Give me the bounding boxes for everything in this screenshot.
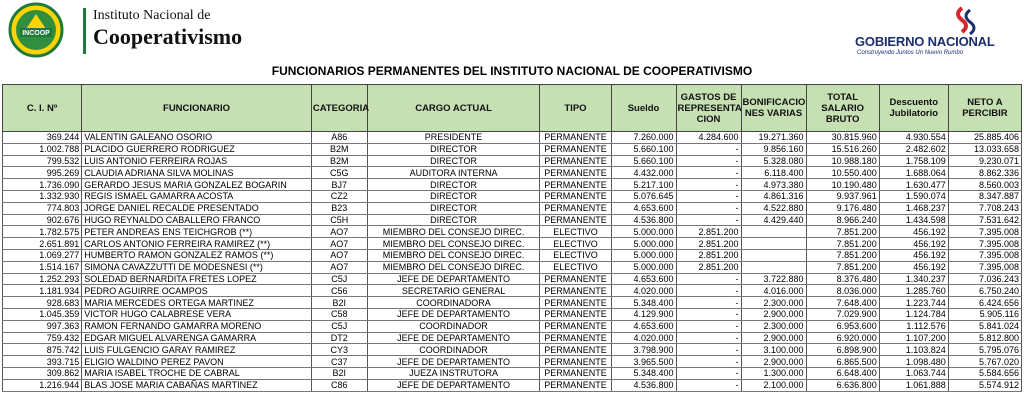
table-cell: 7.648.400 [806, 297, 879, 309]
table-cell: C5G [311, 167, 367, 179]
table-cell: 5.000.000 [611, 226, 676, 238]
table-cell: - [676, 320, 741, 332]
table-cell: 9.230.071 [948, 155, 1021, 167]
table-cell: 4.432.000 [611, 167, 676, 179]
table-row [3, 273, 1022, 285]
table-row [3, 190, 1022, 202]
table-cell: B2M [311, 143, 367, 155]
table-cell: 8.376.480 [806, 273, 879, 285]
table-header-row [3, 85, 1022, 132]
table-cell: PERMANENTE [540, 143, 611, 155]
table-cell: 4.536.800 [611, 379, 676, 391]
table-cell: 1.590.074 [879, 190, 948, 202]
table-cell: 4.522.880 [741, 202, 806, 214]
table-cell: DIRECTOR [367, 202, 540, 214]
table-cell: - [676, 308, 741, 320]
table-cell: - [676, 285, 741, 297]
table-cell: PERMANENTE [540, 273, 611, 285]
table-body [3, 132, 1022, 392]
table-cell: B2I [311, 367, 367, 379]
table-cell: 759.432 [3, 332, 82, 344]
table-cell: 456.192 [879, 238, 948, 250]
table-cell: 1.688.064 [879, 167, 948, 179]
table-cell: PERMANENTE [540, 320, 611, 332]
table-cell: 5.217.100 [611, 179, 676, 191]
table-cell: ELECTIVO [540, 238, 611, 250]
table-cell: 4.429.440 [741, 214, 806, 226]
table-cell: - [676, 367, 741, 379]
table-cell: 995.269 [3, 167, 82, 179]
header-divider [83, 8, 86, 54]
table-cell: PERMANENTE [540, 379, 611, 391]
table-cell: - [676, 179, 741, 191]
table-cell: 1.514.167 [3, 261, 82, 273]
table-cell: MARIA ISABEL TROCHE DE CABRAL [82, 367, 312, 379]
table-cell: 4.016.000 [741, 285, 806, 297]
table-cell: 3.798.900 [611, 344, 676, 356]
table-cell: 4.861.316 [741, 190, 806, 202]
table-cell: 6.920.000 [806, 332, 879, 344]
table-cell: 5.000.000 [611, 261, 676, 273]
table-cell: 902.676 [3, 214, 82, 226]
column-header: TIPO [540, 85, 611, 132]
table-cell: A86 [311, 132, 367, 144]
table-cell: C86 [311, 379, 367, 391]
incoop-logo [8, 2, 64, 58]
table-cell: PERMANENTE [540, 332, 611, 344]
table-cell: 4.653.600 [611, 320, 676, 332]
table-cell: SECRETARIO GENERAL [367, 285, 540, 297]
table-cell: 4.020.000 [611, 285, 676, 297]
table-cell: PERMANENTE [540, 308, 611, 320]
column-header: BONIFICACIO NES VARIAS [741, 85, 806, 132]
table-cell: REGIS ISMAEL GAMARRA ACOSTA [82, 190, 312, 202]
table-cell: AO7 [311, 238, 367, 250]
table-cell: B23 [311, 202, 367, 214]
table-cell: 8.036.000 [806, 285, 879, 297]
column-header: TOTAL SALARIO BRUTO [806, 85, 879, 132]
table-cell: 1.300.000 [741, 367, 806, 379]
table-cell: PRESIDENTE [367, 132, 540, 144]
table-cell: B2M [311, 155, 367, 167]
table-cell: 5.767.020 [948, 356, 1021, 368]
gobierno-slogan: Construyendo Juntos Un Nuevo Rumbo [857, 50, 964, 56]
table-cell: 5.795.076 [948, 344, 1021, 356]
table-cell: 456.192 [879, 226, 948, 238]
table-cell: 6.118.400 [741, 167, 806, 179]
table-cell: 10.550.400 [806, 167, 879, 179]
table-cell: 1.630.477 [879, 179, 948, 191]
table-cell: VICTOR HUGO CALABRESE VERA [82, 308, 312, 320]
table-cell: MIEMBRO DEL CONSEJO DIREC. [367, 249, 540, 261]
table-cell: - [676, 356, 741, 368]
table-cell: GERARDO JESUS MARIA GONZALEZ BOGARIN [82, 179, 312, 191]
table-row [3, 238, 1022, 250]
table-cell: PERMANENTE [540, 356, 611, 368]
table-cell: 2.851.200 [676, 261, 741, 273]
table-cell: - [676, 214, 741, 226]
table-cell: 10.190.480 [806, 179, 879, 191]
table-cell: AUDITORA INTERNA [367, 167, 540, 179]
table-cell: 2.482.602 [879, 143, 948, 155]
table-cell: 6.750.240 [948, 285, 1021, 297]
table-cell: 2.900.000 [741, 332, 806, 344]
table-cell: 1.340.237 [879, 273, 948, 285]
table-cell: 5.000.000 [611, 238, 676, 250]
table-cell [741, 226, 806, 238]
table-cell: AO7 [311, 226, 367, 238]
table-cell: HUGO REYNALDO CABALLERO FRANCO [82, 214, 312, 226]
table-cell: 5.905.116 [948, 308, 1021, 320]
table-cell: PLACIDO GUERRERO RODRIGUEZ [82, 143, 312, 155]
table-cell: 1.061.888 [879, 379, 948, 391]
table-cell: PERMANENTE [540, 202, 611, 214]
table-cell: PERMANENTE [540, 190, 611, 202]
table-cell: SIMONA CAVAZZUTTI DE MODESNESI (**) [82, 261, 312, 273]
document-title: FUNCIONARIOS PERMANENTES DEL INSTITUTO NACIONAL DE COOPERATIVISMO [271, 64, 753, 78]
table-cell: 1.103.824 [879, 344, 948, 356]
table-cell: CY3 [311, 344, 367, 356]
table-cell: 7.395.008 [948, 249, 1021, 261]
table-cell: 6.865.500 [806, 356, 879, 368]
table-cell: 4.653.600 [611, 202, 676, 214]
table-cell: 1.782.575 [3, 226, 82, 238]
table-cell: 9.937.961 [806, 190, 879, 202]
table-row [3, 344, 1022, 356]
table-row [3, 285, 1022, 297]
table-cell: 10.988.180 [806, 155, 879, 167]
table-row [3, 308, 1022, 320]
table-row [3, 143, 1022, 155]
table-cell: ELECTIVO [540, 261, 611, 273]
table-cell: BLAS JOSE MARIA CABAÑAS MARTINEZ [82, 379, 312, 391]
table-cell: - [676, 167, 741, 179]
column-header: GASTOS DE REPRESENTA CION [676, 85, 741, 132]
table-cell: PETER ANDREAS ENS TEICHGROB (**) [82, 226, 312, 238]
table-row [3, 261, 1022, 273]
table-row [3, 367, 1022, 379]
table-cell: 7.851.200 [806, 238, 879, 250]
table-cell: 5.348.400 [611, 367, 676, 379]
table-cell: 2.300.000 [741, 297, 806, 309]
table-cell: C58 [311, 308, 367, 320]
table-cell: ELECTIVO [540, 226, 611, 238]
table-cell: DT2 [311, 332, 367, 344]
table-cell: 15.516.260 [806, 143, 879, 155]
table-cell: PERMANENTE [540, 132, 611, 144]
table-cell: 4.973.380 [741, 179, 806, 191]
table-cell: 7.851.200 [806, 261, 879, 273]
table-cell: 25.885.406 [948, 132, 1021, 144]
table-cell: 799.532 [3, 155, 82, 167]
table-cell: C56 [311, 285, 367, 297]
table-cell: 1.098.480 [879, 356, 948, 368]
table-cell: 1.181.934 [3, 285, 82, 297]
table-cell: 4.020.000 [611, 332, 676, 344]
table-cell: - [676, 297, 741, 309]
table-cell: 1.045.359 [3, 308, 82, 320]
table-row [3, 356, 1022, 368]
table-cell: COORDINADOR [367, 320, 540, 332]
table-cell: BJ7 [311, 179, 367, 191]
column-header: C. I. Nº [3, 85, 82, 132]
column-header: FUNCIONARIO [82, 85, 312, 132]
table-cell: ELIGIO WALDINO PEREZ PAVON [82, 356, 312, 368]
table-cell: 1.223.744 [879, 297, 948, 309]
table-cell: PERMANENTE [540, 297, 611, 309]
page-header [0, 0, 1024, 62]
table-cell: ELECTIVO [540, 249, 611, 261]
table-cell: 997.363 [3, 320, 82, 332]
table-cell: 2.851.200 [676, 249, 741, 261]
table-cell: - [676, 155, 741, 167]
table-row [3, 155, 1022, 167]
table-row [3, 214, 1022, 226]
employees-table [2, 84, 1022, 392]
table-cell: 1.216.944 [3, 379, 82, 391]
table-cell: 456.192 [879, 261, 948, 273]
table-cell: CLAUDIA ADRIANA SILVA MOLINAS [82, 167, 312, 179]
table-cell: 9.176.480 [806, 202, 879, 214]
table-cell: 2.300.000 [741, 320, 806, 332]
table-cell: JORGE DANIEL RECALDE PRESENTADO [82, 202, 312, 214]
table-cell: HUMBERTO RAMON GONZALEZ RAMOS (**) [82, 249, 312, 261]
table-cell: DIRECTOR [367, 155, 540, 167]
table-cell: 7.531.642 [948, 214, 1021, 226]
table-cell: MIEMBRO DEL CONSEJO DIREC. [367, 226, 540, 238]
column-header: Sueldo [611, 85, 676, 132]
table-cell: 30.815.960 [806, 132, 879, 144]
table-cell: 1.434.598 [879, 214, 948, 226]
table-cell: 1.736.090 [3, 179, 82, 191]
table-cell: 8.560.003 [948, 179, 1021, 191]
table-cell: 369.244 [3, 132, 82, 144]
table-cell: AO7 [311, 249, 367, 261]
table-cell: - [676, 273, 741, 285]
table-cell: 2.900.000 [741, 356, 806, 368]
table-cell: 1.069.277 [3, 249, 82, 261]
table-cell: - [676, 143, 741, 155]
table-cell: 875.742 [3, 344, 82, 356]
table-cell: - [676, 344, 741, 356]
table-cell: 8.862.336 [948, 167, 1021, 179]
table-cell: 7.708.243 [948, 202, 1021, 214]
table-cell: 4.930.554 [879, 132, 948, 144]
table-cell: 309.862 [3, 367, 82, 379]
table-cell: - [676, 379, 741, 391]
table-cell: 928.683 [3, 297, 82, 309]
table-cell: JEFE DE DEPARTAMENTO [367, 356, 540, 368]
table-cell: VALENTIN GALEANO OSORIO [82, 132, 312, 144]
table-cell: 7.851.200 [806, 226, 879, 238]
table-row [3, 249, 1022, 261]
table-cell: JEFE DE DEPARTAMENTO [367, 273, 540, 285]
table-row [3, 320, 1022, 332]
table-cell: 4.284.600 [676, 132, 741, 144]
table-cell: 1.063.744 [879, 367, 948, 379]
table-cell [741, 261, 806, 273]
table-cell: 1.112.576 [879, 320, 948, 332]
table-cell: PERMANENTE [540, 167, 611, 179]
column-header: NETO A PERCIBIR [948, 85, 1021, 132]
table-cell: C37 [311, 356, 367, 368]
institution-name-line2: Cooperativismo [93, 24, 243, 49]
table-cell: SOLEDAD BERNARDITA FRETES LOPEZ [82, 273, 312, 285]
table-cell: 9.856.160 [741, 143, 806, 155]
table-cell: 1.252.293 [3, 273, 82, 285]
table-cell: COORDINADOR [367, 344, 540, 356]
column-header: CARGO ACTUAL [367, 85, 540, 132]
table-cell: 1.468.237 [879, 202, 948, 214]
table-cell: EDGAR MIGUEL ALVARENGA GAMARRA [82, 332, 312, 344]
table-row [3, 132, 1022, 144]
table-cell: 5.841.024 [948, 320, 1021, 332]
table-row [3, 179, 1022, 191]
table-cell: 1.758.109 [879, 155, 948, 167]
table-cell: 2.651.891 [3, 238, 82, 250]
table-cell: LUIS FULGENCIO GARAY RAMIREZ [82, 344, 312, 356]
table-cell: RAMON FERNANDO GAMARRA MORENO [82, 320, 312, 332]
table-cell: 6.953.600 [806, 320, 879, 332]
table-cell: 8.966.240 [806, 214, 879, 226]
column-header: Descuento Jubilatorio [879, 85, 948, 132]
table-cell: 13.033.658 [948, 143, 1021, 155]
table-cell: 2.900.000 [741, 308, 806, 320]
logo-text: INCOOP [22, 30, 50, 37]
table-cell: COORDINADORA [367, 297, 540, 309]
table-cell: PERMANENTE [540, 214, 611, 226]
table-cell: DIRECTOR [367, 214, 540, 226]
table-cell: 393.715 [3, 356, 82, 368]
table-cell: 6.636.800 [806, 379, 879, 391]
table-cell: - [676, 202, 741, 214]
table-cell: 1.332.930 [3, 190, 82, 202]
table-cell: 5.812.800 [948, 332, 1021, 344]
table-cell: 4.129.900 [611, 308, 676, 320]
table-cell: 2.100.000 [741, 379, 806, 391]
table-cell: MIEMBRO DEL CONSEJO DIREC. [367, 261, 540, 273]
table-cell: MIEMBRO DEL CONSEJO DIREC. [367, 238, 540, 250]
table-row [3, 226, 1022, 238]
table-cell: 1.107.200 [879, 332, 948, 344]
table-row [3, 202, 1022, 214]
table-cell: 4.536.800 [611, 214, 676, 226]
table-cell: 1.124.784 [879, 308, 948, 320]
table-cell: 19.271.360 [741, 132, 806, 144]
table-cell: 5.000.000 [611, 249, 676, 261]
table-cell: 3.100.000 [741, 344, 806, 356]
table-cell: B2I [311, 297, 367, 309]
table-cell: 5.076.645 [611, 190, 676, 202]
table-cell: PERMANENTE [540, 344, 611, 356]
table-cell: C5J [311, 273, 367, 285]
table-cell: - [676, 190, 741, 202]
table-cell: 456.192 [879, 249, 948, 261]
table-cell: PEDRO AGUIRRE OCAMPOS [82, 285, 312, 297]
table-cell: PERMANENTE [540, 367, 611, 379]
table-row [3, 167, 1022, 179]
table-cell: 2.851.200 [676, 226, 741, 238]
table-cell: 7.395.008 [948, 261, 1021, 273]
table-cell: 8.347.887 [948, 190, 1021, 202]
table-cell: 5.574.912 [948, 379, 1021, 391]
table-row [3, 379, 1022, 391]
column-header: CATEGORIA [311, 85, 367, 132]
table-cell: PERMANENTE [540, 179, 611, 191]
table-cell: JEFE DE DEPARTAMENTO [367, 332, 540, 344]
table-cell: 4.653.600 [611, 273, 676, 285]
table-cell: JEFE DE DEPARTAMENTO [367, 308, 540, 320]
table-cell: PERMANENTE [540, 155, 611, 167]
table-cell: 5.660.100 [611, 143, 676, 155]
table-cell: 7.395.008 [948, 226, 1021, 238]
table-cell: 5.328.080 [741, 155, 806, 167]
table-cell: MARIA MERCEDES ORTEGA MARTINEZ [82, 297, 312, 309]
table-cell: 1.002.788 [3, 143, 82, 155]
gobierno-nacional-text: GOBIERNO NACIONAL [855, 34, 995, 49]
table-cell: 7.395.008 [948, 238, 1021, 250]
table-cell: 7.260.000 [611, 132, 676, 144]
table-row [3, 332, 1022, 344]
table-cell: 6.648.400 [806, 367, 879, 379]
table-cell: 7.851.200 [806, 249, 879, 261]
table-cell: JEFE DE DEPARTAMENTO [367, 379, 540, 391]
table-cell: DIRECTOR [367, 190, 540, 202]
table-cell: 3.965.500 [611, 356, 676, 368]
table-cell: PERMANENTE [540, 285, 611, 297]
table-cell: 6.898.900 [806, 344, 879, 356]
table-cell: 774.803 [3, 202, 82, 214]
table-cell: JUEZA INSTRUTORA [367, 367, 540, 379]
table-cell [741, 249, 806, 261]
table-cell: 7.036.243 [948, 273, 1021, 285]
table-cell: C5H [311, 214, 367, 226]
table-cell: 3.722.880 [741, 273, 806, 285]
table-cell: 5.584.656 [948, 367, 1021, 379]
table-cell: 2.851.200 [676, 238, 741, 250]
table-cell: LUIS ANTONIO FERREIRA ROJAS [82, 155, 312, 167]
table-cell: CARLOS ANTONIO FERREIRA RAMIREZ (**) [82, 238, 312, 250]
table-cell: 5.348.400 [611, 297, 676, 309]
table-cell: DIRECTOR [367, 143, 540, 155]
table-cell: CZ2 [311, 190, 367, 202]
table-cell: AO7 [311, 261, 367, 273]
table-row [3, 297, 1022, 309]
table-cell: 5.660.100 [611, 155, 676, 167]
table-cell: C5J [311, 320, 367, 332]
institution-name-line1: Instituto Nacional de [93, 8, 211, 23]
table-cell: DIRECTOR [367, 179, 540, 191]
table-cell: - [676, 332, 741, 344]
table-cell: 7.029.900 [806, 308, 879, 320]
table-cell [741, 238, 806, 250]
table-cell: 1.285.760 [879, 285, 948, 297]
table-cell: 6.424.656 [948, 297, 1021, 309]
